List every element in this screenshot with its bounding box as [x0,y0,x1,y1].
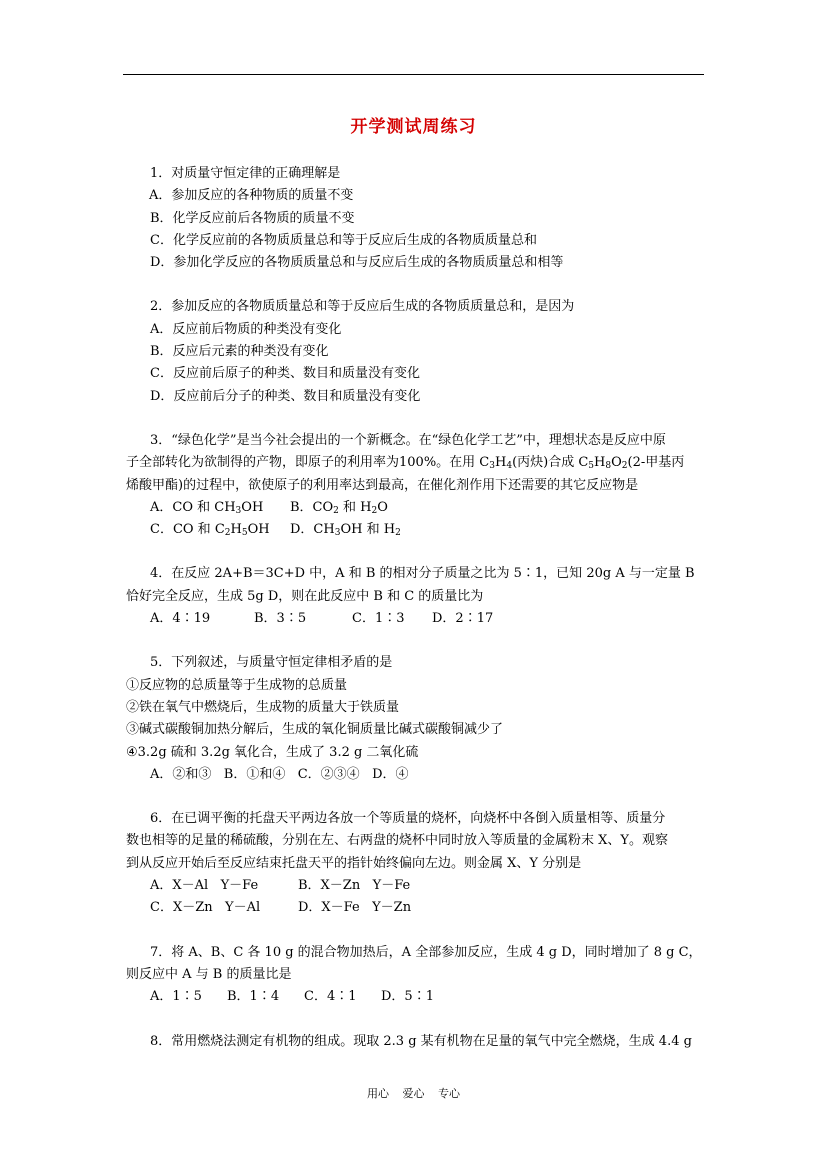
question-stem-line: 烯酸甲酯)的过程中，欲使原子的利用率达到最高，在催化剂作用下还需要的其它反应物是 [126,477,639,493]
option-c: C．化学反应前的各物质质量总和等于反应后生成的各物质质量总和 [150,232,537,248]
option-c: C．X－Zn Y－Al [150,900,261,916]
question-stem-line: 数也相等的足量的稀硫酸，分别在左、右两盘的烧杯中同时放入等质量的金属粉末 X、Y。观察 [126,833,668,849]
question-stem-line: 7．将 A、B、C 各 10 g 的混合物加热后，A 全部参加反应，生成 4 g D，同时增加了 8 g C， [150,944,702,960]
option-a: A．参加反应的各种物质的质量不变 [149,188,354,204]
question-stem-line: 3．“绿色化学”是当今社会提出的一个新概念。在“绿色化学工艺”中，理想状态是反应中原 [150,432,666,448]
question-stem-line: 则反应中 A 与 B 的质量比是 [126,966,292,982]
question-3 [126,430,706,541]
question-stem-line: 到从反应开始后至反应结束托盘天平的指针始终偏向左边。则金属 X、Y 分别是 [126,855,582,871]
page-title: 开学测试周练习 [350,117,477,137]
question-1 [150,163,706,274]
question-5 [126,652,706,786]
options-row [150,519,706,541]
option-b: B．化学反应前后各物质的质量不变 [150,210,355,226]
option-d: D．5∶1 [381,989,434,1005]
option-c: C．CO 和 $C_2H_5OH$ [150,522,270,539]
question-stem-line: 8．常用燃烧法测定有机物的组成。现取 2.3 g 某有机物在足量的氧气中完全燃烧，生成 4.4 g [150,1033,692,1049]
option-c: C．反应前后原子的种类、数目和质量没有变化 [150,366,420,382]
option-b: B．X－Zn Y－Fe [298,878,411,894]
page-footer: 用心 爱心 专心 [367,1087,460,1100]
option-d: D．$CH_3OH$ 和 $H_2$ [290,522,401,539]
option-b: B．3∶5 [254,611,307,627]
option-d: D．X－Fe Y－Zn [298,900,412,916]
question-7 [126,942,706,1009]
question-stem-line: 子全部转化为欲制得的产物，即原子的利用率为100%。在用 $C_3H_4$(丙炔)合成 $C_5H_8O_2(2-$甲基丙 [126,455,685,472]
header-rule [123,74,704,75]
option-d: D．2∶17 [432,611,494,627]
options-row [150,875,706,897]
question-stem-line: 6．在已调平衡的托盘天平两边各放一个等质量的烧杯，向烧杯中各倒入质量相等、质量分 [150,811,666,827]
option-a: A．4∶19 [150,611,211,627]
options-row: A．②和③ B．①和④ C．②③④ D．④ [150,766,409,782]
statement-1: ①反应物的总质量等于生成物的总质量 [126,677,348,693]
statement-4: ④3.2g 硫和 3.2g 氧化合，生成了 3.2 g 二氧化硫 [126,744,419,760]
question-2 [150,296,706,407]
options-row [150,497,706,519]
option-d: D．参加化学反应的各物质质量总和与反应后生成的各物质质量总和相等 [150,255,564,271]
option-d: D．反应前后分子的种类、数目和质量没有变化 [150,388,421,404]
question-stem-line: 4．在反应 2A+B＝3C+D 中，A 和 B 的相对分子质量之比为 5∶1，已知 20g A 与一定量 B [150,566,695,582]
option-b: B．$CO_2$ 和 $H_2O$ [290,499,388,516]
question-6 [126,808,706,919]
question-4 [126,563,706,630]
question-stem: 5．下列叙述，与质量守恒定律相矛盾的是 [150,655,393,671]
question-stem-line: 恰好完全反应，生成 5g D，则在此反应中 B 和 C 的质量比为 [126,588,484,604]
statement-2: ②铁在氧气中燃烧后，生成物的质量大于铁质量 [126,699,400,715]
option-c: C．1∶3 [352,611,405,627]
question-list [126,163,706,1075]
option-a: A．反应前后物质的种类没有变化 [150,321,342,337]
options-row [150,608,706,630]
question-stem: 2．参加反应的各物质质量总和等于反应后生成的各物质质量总和，是因为 [150,299,575,315]
option-a: A．CO 和 $CH_3OH$ [150,499,264,516]
option-b: B．1∶4 [227,989,280,1005]
option-a: A．X－Al Y－Fe [150,878,259,894]
options-row [150,986,706,1008]
question-8 [150,1031,706,1053]
option-b: B．反应后元素的种类没有变化 [150,344,329,360]
options-row [150,897,706,919]
question-stem: 1．对质量守恒定律的正确理解是 [150,166,341,181]
statement-3: ③碱式碳酸铜加热分解后，生成的氧化铜质量比碱式碳酸铜减少了 [126,722,504,738]
option-c: C．4∶1 [304,989,357,1005]
option-a: A．1∶5 [150,989,202,1005]
